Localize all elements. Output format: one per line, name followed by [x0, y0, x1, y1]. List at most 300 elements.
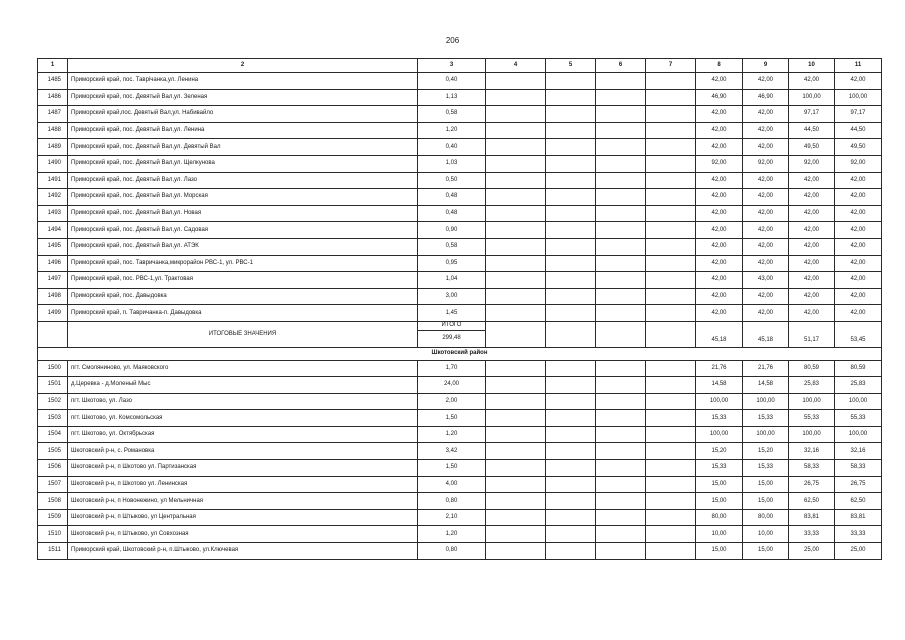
table-row	[38, 172, 882, 189]
row-address: Приморский край, пос. Давыдовка	[68, 288, 418, 305]
table-body	[38, 59, 882, 560]
row-col7-empty	[646, 360, 696, 377]
row-col4-empty	[486, 222, 546, 239]
table-row	[38, 509, 882, 526]
row-col10-value: 100,00	[789, 89, 835, 106]
row-col5-empty	[546, 172, 596, 189]
table-row	[38, 426, 882, 443]
column-header: 10	[789, 59, 835, 73]
totals-c11-value: 53,45	[835, 321, 882, 347]
row-col5-empty	[546, 238, 596, 255]
row-number: 1496	[38, 255, 68, 272]
row-col6-empty	[596, 443, 646, 460]
row-col11-value: 97,17	[835, 106, 882, 123]
row-col11-value: 33,33	[835, 526, 882, 543]
row-address: пгт. Шкотово, ул. Комсомольская	[68, 410, 418, 427]
row-col8-value: 10,00	[696, 526, 743, 543]
row-col4-empty	[486, 89, 546, 106]
row-address: Приморский край, пос. РВС-1,ул. Трактовая	[68, 272, 418, 289]
row-col6-empty	[596, 426, 646, 443]
row-col10-value: 42,00	[789, 255, 835, 272]
row-col11-value: 42,00	[835, 189, 882, 206]
row-col11-value: 42,00	[835, 288, 882, 305]
totals-blank	[38, 321, 68, 347]
row-col7-empty	[646, 106, 696, 123]
row-col9-value: 15,20	[743, 443, 789, 460]
table-row	[38, 526, 882, 543]
row-col6-empty	[596, 189, 646, 206]
row-col5-empty	[546, 360, 596, 377]
row-col11-value: 58,33	[835, 460, 882, 477]
row-number: 1498	[38, 288, 68, 305]
row-col9-value: 42,00	[743, 189, 789, 206]
row-col9-value: 42,00	[743, 106, 789, 123]
row-length: 0,48	[418, 205, 486, 222]
row-col5-empty	[546, 426, 596, 443]
table-row	[38, 139, 882, 156]
row-col5-empty	[546, 493, 596, 510]
row-address: Приморский край, п. Тавричанка-п. Давыдовка	[68, 305, 418, 322]
row-col10-value: 42,00	[789, 222, 835, 239]
row-col7-empty	[646, 272, 696, 289]
row-address: Приморский край, пос. Девятый Вал,ул. Ленина	[68, 122, 418, 139]
row-col8-value: 15,00	[696, 493, 743, 510]
row-col9-value: 46,90	[743, 89, 789, 106]
row-length: 2,00	[418, 393, 486, 410]
table-row	[38, 460, 882, 477]
row-col5-empty	[546, 73, 596, 90]
row-length: 1,50	[418, 460, 486, 477]
row-col6-empty	[596, 155, 646, 172]
row-col8-value: 42,00	[696, 305, 743, 322]
row-col5-empty	[546, 139, 596, 156]
row-col10-value: 42,00	[789, 73, 835, 90]
row-length: 0,48	[418, 189, 486, 206]
row-col5-empty	[546, 155, 596, 172]
row-number: 1489	[38, 139, 68, 156]
row-col10-value: 97,17	[789, 106, 835, 123]
row-length: 0,80	[418, 543, 486, 560]
totals-label: ИТОГОВЫЕ ЗНАЧЕНИЯ	[68, 321, 418, 347]
row-col6-empty	[596, 222, 646, 239]
table-row	[38, 238, 882, 255]
row-length: 0,80	[418, 493, 486, 510]
row-number: 1495	[38, 238, 68, 255]
row-col7-empty	[646, 139, 696, 156]
row-address: Шкотовский р-н, п Штыково, ул Совхозная	[68, 526, 418, 543]
row-col8-value: 14,58	[696, 377, 743, 394]
row-col11-value: 55,33	[835, 410, 882, 427]
row-col8-value: 100,00	[696, 393, 743, 410]
row-col5-empty	[546, 255, 596, 272]
row-col10-value: 25,00	[789, 543, 835, 560]
row-col4-empty	[486, 543, 546, 560]
row-number: 1510	[38, 526, 68, 543]
row-col10-value: 83,81	[789, 509, 835, 526]
row-length: 1,70	[418, 360, 486, 377]
column-header: 5	[546, 59, 596, 73]
row-col8-value: 42,00	[696, 73, 743, 90]
row-address: Приморский край, пос. Девятый Вал,ул. Новая	[68, 205, 418, 222]
row-col7-empty	[646, 377, 696, 394]
row-col10-value: 92,00	[789, 155, 835, 172]
row-number: 1499	[38, 305, 68, 322]
row-col7-empty	[646, 443, 696, 460]
column-header: 3	[418, 59, 486, 73]
row-col8-value: 92,00	[696, 155, 743, 172]
row-address: Приморский край, пос. Девятый Вал,ул. АТЭК	[68, 238, 418, 255]
row-col9-value: 15,00	[743, 476, 789, 493]
row-col4-empty	[486, 106, 546, 123]
row-number: 1490	[38, 155, 68, 172]
row-col8-value: 42,00	[696, 272, 743, 289]
row-col8-value: 21,76	[696, 360, 743, 377]
row-col11-value: 32,16	[835, 443, 882, 460]
table-row	[38, 360, 882, 377]
column-header: 7	[646, 59, 696, 73]
row-col5-empty	[546, 543, 596, 560]
row-col5-empty	[546, 526, 596, 543]
row-number: 1507	[38, 476, 68, 493]
row-col9-value: 42,00	[743, 222, 789, 239]
row-length: 0,58	[418, 238, 486, 255]
row-col9-value: 42,00	[743, 139, 789, 156]
row-col10-value: 26,75	[789, 476, 835, 493]
table-row	[38, 377, 882, 394]
row-col5-empty	[546, 393, 596, 410]
row-col4-empty	[486, 509, 546, 526]
row-col8-value: 42,00	[696, 288, 743, 305]
row-col6-empty	[596, 360, 646, 377]
row-col7-empty	[646, 460, 696, 477]
row-col7-empty	[646, 305, 696, 322]
row-number: 1492	[38, 189, 68, 206]
row-col10-value: 42,00	[789, 288, 835, 305]
row-col8-value: 15,20	[696, 443, 743, 460]
row-col9-value: 42,00	[743, 238, 789, 255]
row-address: Приморский край, пос. Девятый Вал,ул. Садовая	[68, 222, 418, 239]
row-col11-value: 42,00	[835, 205, 882, 222]
table-row	[38, 543, 882, 560]
row-col5-empty	[546, 189, 596, 206]
row-col7-empty	[646, 238, 696, 255]
row-col11-value: 42,00	[835, 272, 882, 289]
row-col10-value: 62,50	[789, 493, 835, 510]
row-col11-value: 42,00	[835, 222, 882, 239]
table-row	[38, 205, 882, 222]
totals-col4	[486, 321, 546, 347]
row-col11-value: 49,50	[835, 139, 882, 156]
row-number: 1501	[38, 377, 68, 394]
row-address: Приморский край, пос. Девятый Вал,ул. Зеленая	[68, 89, 418, 106]
row-col6-empty	[596, 106, 646, 123]
row-col4-empty	[486, 255, 546, 272]
row-col6-empty	[596, 526, 646, 543]
row-col8-value: 42,00	[696, 172, 743, 189]
data-table	[37, 58, 882, 560]
table-row	[38, 89, 882, 106]
totals-sub-label: ИТОГО	[418, 321, 486, 330]
row-col5-empty	[546, 205, 596, 222]
row-col7-empty	[646, 288, 696, 305]
row-col4-empty	[486, 172, 546, 189]
row-col7-empty	[646, 122, 696, 139]
row-length: 0,58	[418, 106, 486, 123]
row-col6-empty	[596, 89, 646, 106]
table-row	[38, 443, 882, 460]
row-address: Приморский край,пос. Девятый Вал,ул. Набивайло	[68, 106, 418, 123]
row-length: 2,10	[418, 509, 486, 526]
totals-col5	[546, 321, 596, 347]
row-length: 1,50	[418, 410, 486, 427]
table-row	[38, 73, 882, 90]
row-col6-empty	[596, 238, 646, 255]
row-col11-value: 42,00	[835, 172, 882, 189]
row-address: д.Церевка - д.Моленый Мыс	[68, 377, 418, 394]
table-row	[38, 222, 882, 239]
row-col11-value: 100,00	[835, 426, 882, 443]
row-col9-value: 42,00	[743, 255, 789, 272]
row-address: Приморский край, Шкотовский р-н, п.Штыково, ул.Ключевая	[68, 543, 418, 560]
row-length: 24,00	[418, 377, 486, 394]
row-col7-empty	[646, 73, 696, 90]
row-address: пгт. Шкотово, ул. Октябрьская	[68, 426, 418, 443]
row-col8-value: 15,00	[696, 476, 743, 493]
section-row	[38, 347, 882, 360]
row-address: Приморский край, пос. Тавричанка,микрорайон РВС-1, ул. РВС-1	[68, 255, 418, 272]
table-row	[38, 106, 882, 123]
row-col6-empty	[596, 122, 646, 139]
row-col8-value: 80,00	[696, 509, 743, 526]
table-row	[38, 410, 882, 427]
row-col11-value: 42,00	[835, 238, 882, 255]
table-row	[38, 493, 882, 510]
row-col6-empty	[596, 73, 646, 90]
row-address: пгт. Смоляниново, ул. Маяковского	[68, 360, 418, 377]
row-col7-empty	[646, 155, 696, 172]
row-col6-empty	[596, 377, 646, 394]
row-number: 1506	[38, 460, 68, 477]
row-col5-empty	[546, 272, 596, 289]
totals-col7	[646, 321, 696, 347]
row-col10-value: 42,00	[789, 205, 835, 222]
row-number: 1493	[38, 205, 68, 222]
row-col9-value: 15,00	[743, 543, 789, 560]
row-col5-empty	[546, 122, 596, 139]
totals-c10-value: 51,17	[789, 321, 835, 347]
row-col8-value: 42,00	[696, 238, 743, 255]
row-col7-empty	[646, 222, 696, 239]
row-number: 1503	[38, 410, 68, 427]
totals-c8-value: 45,18	[696, 321, 743, 347]
row-col5-empty	[546, 410, 596, 427]
row-length: 0,40	[418, 73, 486, 90]
row-length: 0,90	[418, 222, 486, 239]
row-number: 1502	[38, 393, 68, 410]
row-col8-value: 42,00	[696, 106, 743, 123]
row-col11-value: 42,00	[835, 305, 882, 322]
row-col6-empty	[596, 288, 646, 305]
row-number: 1505	[38, 443, 68, 460]
row-col4-empty	[486, 305, 546, 322]
row-col4-empty	[486, 272, 546, 289]
row-col11-value: 44,50	[835, 122, 882, 139]
row-address: Приморский край, пос. Девятый Вал,ул. Щелкунова	[68, 155, 418, 172]
row-col8-value: 42,00	[696, 189, 743, 206]
row-col4-empty	[486, 377, 546, 394]
row-col6-empty	[596, 460, 646, 477]
row-number: 1494	[38, 222, 68, 239]
row-length: 1,04	[418, 272, 486, 289]
row-col8-value: 100,00	[696, 426, 743, 443]
row-length: 1,03	[418, 155, 486, 172]
row-col10-value: 100,00	[789, 393, 835, 410]
row-col5-empty	[546, 106, 596, 123]
row-col4-empty	[486, 73, 546, 90]
row-col4-empty	[486, 476, 546, 493]
row-col7-empty	[646, 476, 696, 493]
row-col10-value: 58,33	[789, 460, 835, 477]
row-col4-empty	[486, 426, 546, 443]
table-row	[38, 272, 882, 289]
row-number: 1487	[38, 106, 68, 123]
row-col8-value: 46,90	[696, 89, 743, 106]
row-col9-value: 42,00	[743, 122, 789, 139]
row-length: 1,13	[418, 89, 486, 106]
row-col9-value: 14,58	[743, 377, 789, 394]
row-col5-empty	[546, 476, 596, 493]
row-col4-empty	[486, 493, 546, 510]
row-col10-value: 80,59	[789, 360, 835, 377]
section-title: Шкотовский район	[38, 347, 882, 360]
row-col7-empty	[646, 189, 696, 206]
totals-c9-value: 45,18	[743, 321, 789, 347]
row-col7-empty	[646, 410, 696, 427]
row-number: 1509	[38, 509, 68, 526]
row-col9-value: 100,00	[743, 426, 789, 443]
row-col11-value: 42,00	[835, 255, 882, 272]
row-address: Шкотовский р-н, п Новонежино, ул Мельничная	[68, 493, 418, 510]
row-col4-empty	[486, 288, 546, 305]
row-address: Шкотовский р-н, п Шкотово ул. Партизанская	[68, 460, 418, 477]
row-col11-value: 26,75	[835, 476, 882, 493]
row-col9-value: 21,76	[743, 360, 789, 377]
row-col4-empty	[486, 189, 546, 206]
row-col6-empty	[596, 255, 646, 272]
column-header: 11	[835, 59, 882, 73]
row-col11-value: 92,00	[835, 155, 882, 172]
row-col5-empty	[546, 89, 596, 106]
table-row	[38, 476, 882, 493]
row-col11-value: 80,59	[835, 360, 882, 377]
row-number: 1485	[38, 73, 68, 90]
row-col7-empty	[646, 509, 696, 526]
row-col7-empty	[646, 172, 696, 189]
row-col5-empty	[546, 460, 596, 477]
row-number: 1508	[38, 493, 68, 510]
row-length: 4,00	[418, 476, 486, 493]
row-col6-empty	[596, 509, 646, 526]
table-row	[38, 288, 882, 305]
row-col4-empty	[486, 155, 546, 172]
row-col11-value: 25,83	[835, 377, 882, 394]
row-length: 0,40	[418, 139, 486, 156]
row-col10-value: 42,00	[789, 238, 835, 255]
row-length: 1,20	[418, 426, 486, 443]
row-col11-value: 83,81	[835, 509, 882, 526]
page-number: 206	[445, 36, 460, 45]
row-number: 1491	[38, 172, 68, 189]
row-col5-empty	[546, 509, 596, 526]
row-col10-value: 55,33	[789, 410, 835, 427]
row-col6-empty	[596, 272, 646, 289]
row-col10-value: 42,00	[789, 172, 835, 189]
row-col4-empty	[486, 526, 546, 543]
row-col4-empty	[486, 360, 546, 377]
row-length: 0,50	[418, 172, 486, 189]
column-header: 8	[696, 59, 743, 73]
row-address: Приморский край, пос. Девятый Вал,ул. Лазо	[68, 172, 418, 189]
table-row	[38, 255, 882, 272]
table-row	[38, 189, 882, 206]
row-length: 1,20	[418, 122, 486, 139]
totals-length: 299,48	[418, 330, 486, 347]
row-col4-empty	[486, 139, 546, 156]
column-header: 1	[38, 59, 68, 73]
row-col10-value: 32,16	[789, 443, 835, 460]
row-col7-empty	[646, 543, 696, 560]
row-col7-empty	[646, 393, 696, 410]
row-col10-value: 42,00	[789, 272, 835, 289]
row-col6-empty	[596, 172, 646, 189]
row-col4-empty	[486, 460, 546, 477]
row-col11-value: 62,50	[835, 493, 882, 510]
totals-row	[38, 321, 882, 330]
row-col5-empty	[546, 377, 596, 394]
row-number: 1500	[38, 360, 68, 377]
row-col4-empty	[486, 238, 546, 255]
row-col8-value: 42,00	[696, 255, 743, 272]
table-row	[38, 305, 882, 322]
row-col6-empty	[596, 305, 646, 322]
row-col5-empty	[546, 305, 596, 322]
row-col4-empty	[486, 393, 546, 410]
row-col4-empty	[486, 122, 546, 139]
header-row	[38, 59, 882, 73]
row-col10-value: 25,83	[789, 377, 835, 394]
row-col8-value: 42,00	[696, 139, 743, 156]
row-col9-value: 92,00	[743, 155, 789, 172]
row-col7-empty	[646, 493, 696, 510]
row-address: Шкотовский р-н, п Шкотово ул. Ленинская	[68, 476, 418, 493]
row-col5-empty	[546, 288, 596, 305]
row-col9-value: 80,00	[743, 509, 789, 526]
row-number: 1488	[38, 122, 68, 139]
row-col7-empty	[646, 255, 696, 272]
row-col6-empty	[596, 393, 646, 410]
row-length: 3,42	[418, 443, 486, 460]
row-col11-value: 42,00	[835, 73, 882, 90]
column-header: 4	[486, 59, 546, 73]
row-number: 1504	[38, 426, 68, 443]
table-row	[38, 155, 882, 172]
row-col9-value: 42,00	[743, 172, 789, 189]
row-col10-value: 42,00	[789, 305, 835, 322]
row-address: Приморский край, пос. Девятый Вал,ул. Девятый Вал	[68, 139, 418, 156]
row-col7-empty	[646, 526, 696, 543]
row-col9-value: 43,00	[743, 272, 789, 289]
row-length: 1,20	[418, 526, 486, 543]
